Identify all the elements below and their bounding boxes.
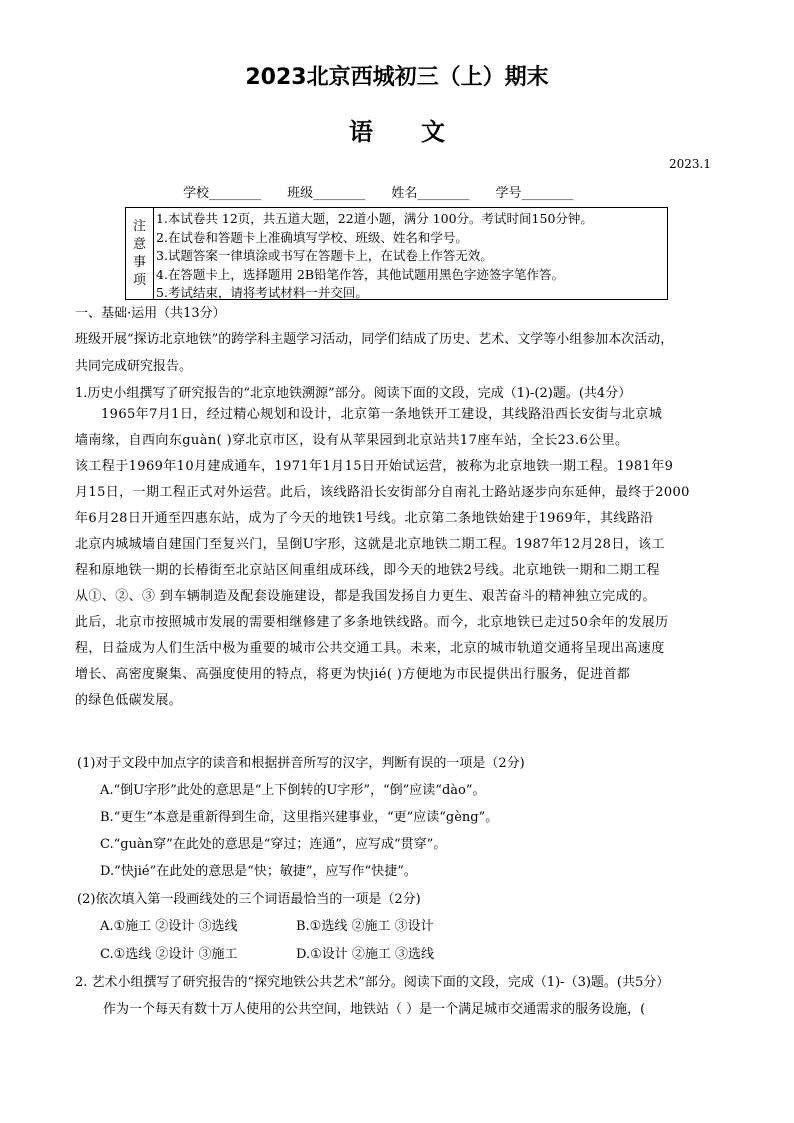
class-field[interactable]: 班级________ [287,186,366,201]
student-id-field[interactable]: 学号________ [495,186,574,201]
passage-line: 该工程于1969年10月建成通车，1971年1月15日开始试运营，被称为北京地铁一期工程。1981年9 [75,459,674,474]
question-1-stem: 1.历史小组撰写了研究报告的“北京地铁溯源”部分。阅读下面的文段，完成（1)-(2)题。(共4分） [75,386,632,401]
passage-line: 程和原地铁一期的长椿街至北京站区间重组成环线，即今天的地铁2号线。北京地铁一期和二期工程 [75,563,660,578]
option-d[interactable]: D.“快jié”在此处的意思是“快；敏捷”，应写作“快捷”。 [100,864,417,879]
notice-box [125,207,668,300]
passage-line: 增长、高密度聚集、高强度使用的特点，将更为快jié( )方便地为市民提供出行服务，促进首都 [75,667,631,682]
sub-question-2-stem: (2)依次填入第一段画线处的三个词语最恰当的一项是（2分) [77,892,421,907]
passage-line: 程，日益成为人们生活中极为重要的城市公共交通工具。未来，北京的城市轨道交通将呈现出高速度 [75,641,665,656]
intro-line: 共同完成研究报告。 [75,359,193,374]
student-info-line [183,182,595,201]
notice-item: 2.在试卷和答题卡上准确填写学校、班级、姓名和学号。 [156,229,468,245]
school-field[interactable]: 学校________ [183,186,262,201]
notice-item: 1.本试卷共 12页，共五道大题，22道小题，满分 100分。考试时间150分钟。 [156,211,593,226]
passage-line: 的绿色低碳发展。 [75,693,183,708]
exam-title: 2023北京西城初三（上）期末 [245,65,549,90]
section-heading: 一、基础·运用（共13分） [75,306,226,321]
notice-item: 5.考试结束，请将考试材料一并交回。 [156,285,368,300]
notice-item: 4.在答题卡上，选择题用 2B铅笔作答，其他试题用黑色字迹签字笔作答。 [156,266,565,282]
option-c[interactable]: C.①选线 ②设计 ③施工 [100,947,238,962]
name-field[interactable]: 姓名________ [391,186,470,201]
notice-items [156,210,593,303]
option-a[interactable]: A.“倒U字形”此处的意思是“上下倒转的U字形”，“倒”应读“dào”。 [100,783,486,798]
passage-line: 年6月28日开通至四惠东站，成为了今天的地铁1号线。北京第二条地铁始建于1969年，其线路沿 [75,511,654,526]
sub-question-1-stem: (1)对于文段中加点字的读音和根据拼音所写的汉字，判断有误的一项是（2分) [77,756,525,771]
passage-line: 作为一个每天有数十万人使用的公共空间，地铁站（ ）是一个满足城市交通需求的服务设施，( [103,1002,646,1017]
passage-line: 1965年7月1日，经过精心规划和设计，北京第一条地铁开工建设，其线路沿西长安街与北京城 [101,407,663,422]
intro-line: 班级开展“探访北京地铁”的跨学科主题学习活动，同学们结成了历史、艺术、文学等小组参加本次活动， [75,332,674,347]
exam-date: 2023.1 [669,157,711,171]
subject-title: 语文 [349,117,493,146]
option-b[interactable]: B.①选线 ②施工 ③设计 [296,919,434,934]
passage [75,402,725,714]
option-b[interactable]: B.“更生”本意是重新得到生命，这里指兴建事业，“更”应读“gèng”。 [100,810,499,825]
passage-line: 此后，北京市按照城市发展的需要相继修建了多条地铁线路。而今，北京地铁已走过50余年的发展历 [75,615,669,630]
passage-line: 北京内城城墙自建国门至复兴门，呈倒U字形，这就是北京地铁二期工程。1987年12月28日，该工 [75,537,665,552]
option-c[interactable]: C.“guàn穿”在此处的意思是“穿过；连通”，应写成“贯穿”。 [100,837,447,852]
passage-line: 墙南缘，自西向东guàn( )穿北京市区，设有从苹果园到北京站共17座车站，全长23.6公里。 [75,433,629,448]
notice-item: 3.试题答案一律填涂或书写在答题卡上，在试卷上作答无效。 [156,248,493,263]
passage-line: 从①、②、③ 到车辆制造及配套设施建设，都是我国发扬自力更生、艰苦奋斗的精神独立完成的。 [75,589,656,604]
passage-line: 月15日，一期工程正式对外运营。此后，该线路沿长安街部分自南礼士路站逐步向东延伸，最终于2000 [75,485,690,500]
question-2-stem: 2. 艺术小组撰写了研究报告的“探究地铁公共艺术”部分。阅读下面的文段，完成（1)-（3)题。(共5分） [75,975,670,990]
option-d[interactable]: D.①设计 ②施工 ③选线 [296,947,435,962]
notice-label: 注意事项 [126,208,154,299]
option-a[interactable]: A.①施工 ②设计 ③选线 [100,919,238,934]
